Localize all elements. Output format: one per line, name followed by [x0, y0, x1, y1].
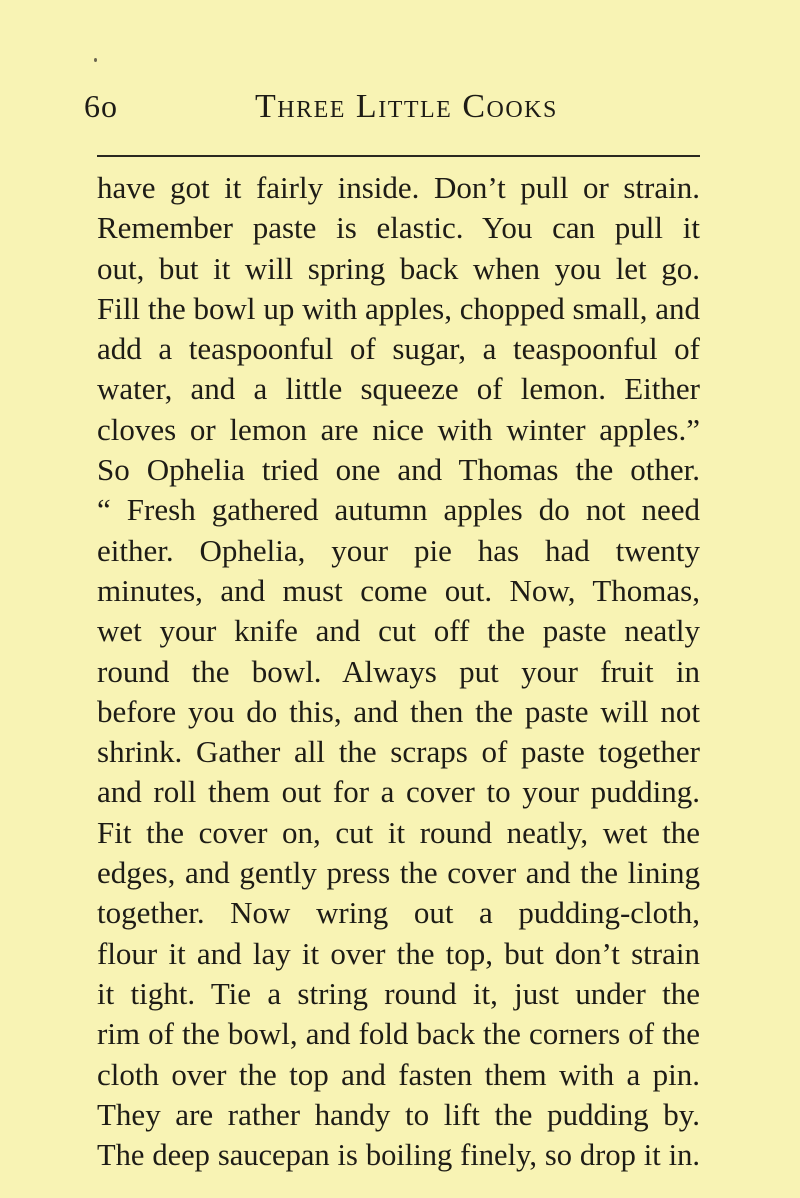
text-line: before you do this, and then the paste will not: [97, 693, 700, 729]
text-line: edges, and gently press the cover and the lining: [97, 855, 700, 891]
text-line: have got it fairly inside. Don’t pull or strain.: [97, 170, 700, 205]
text-line: it tight. Tie a string round it, just under the: [97, 975, 700, 1011]
text-line: round the bowl. Always put your fruit in: [97, 653, 700, 689]
text-line: water, and a little squeeze of lemon. Either: [97, 371, 700, 407]
text-line: wet your knife and cut off the paste neatly: [97, 613, 700, 649]
text-line: Fit the cover on, cut it round neatly, wet the: [97, 814, 700, 850]
text-line: Fill the bowl up with apples, chopped small, and: [97, 290, 700, 326]
body-text: [97, 168, 700, 1175]
text-line: add a teaspoonful of sugar, a teaspoonful of: [97, 331, 700, 367]
text-line: cloth over the top and fasten them with a pin.: [97, 1056, 700, 1092]
text-line: together. Now wring out a pudding-cloth,: [97, 895, 700, 931]
running-title: Three Little Cooks: [255, 88, 558, 125]
page-number: 6o: [84, 88, 118, 124]
page-header: [0, 88, 800, 138]
text-line: out, but it will spring back when you let go.: [97, 250, 700, 286]
text-line: flour it and lay it over the top, but don’t strain: [97, 935, 700, 971]
text-line: cloves or lemon are nice with winter apples.”: [97, 411, 700, 447]
text-line: minutes, and must come out. Now, Thomas,: [97, 572, 700, 608]
header-rule: [97, 155, 700, 157]
paper-speck: [94, 58, 97, 62]
text-line: So Ophelia tried one and Thomas the other.: [97, 452, 700, 488]
text-line: shrink. Gather all the scraps of paste together: [97, 734, 700, 770]
text-line: either. Ophelia, your pie has had twenty: [97, 532, 700, 568]
text-line: rim of the bowl, and fold back the corners of the: [97, 1016, 700, 1052]
text-line: Remember paste is elastic. You can pull it: [97, 210, 700, 246]
text-line: They are rather handy to lift the pudding by.: [97, 1096, 700, 1132]
text-line: The deep saucepan is boiling finely, so drop it in.: [97, 1138, 700, 1173]
text-line: “ Fresh gathered autumn apples do not need: [97, 492, 700, 528]
text-line: and roll them out for a cover to your pudding.: [97, 774, 700, 810]
